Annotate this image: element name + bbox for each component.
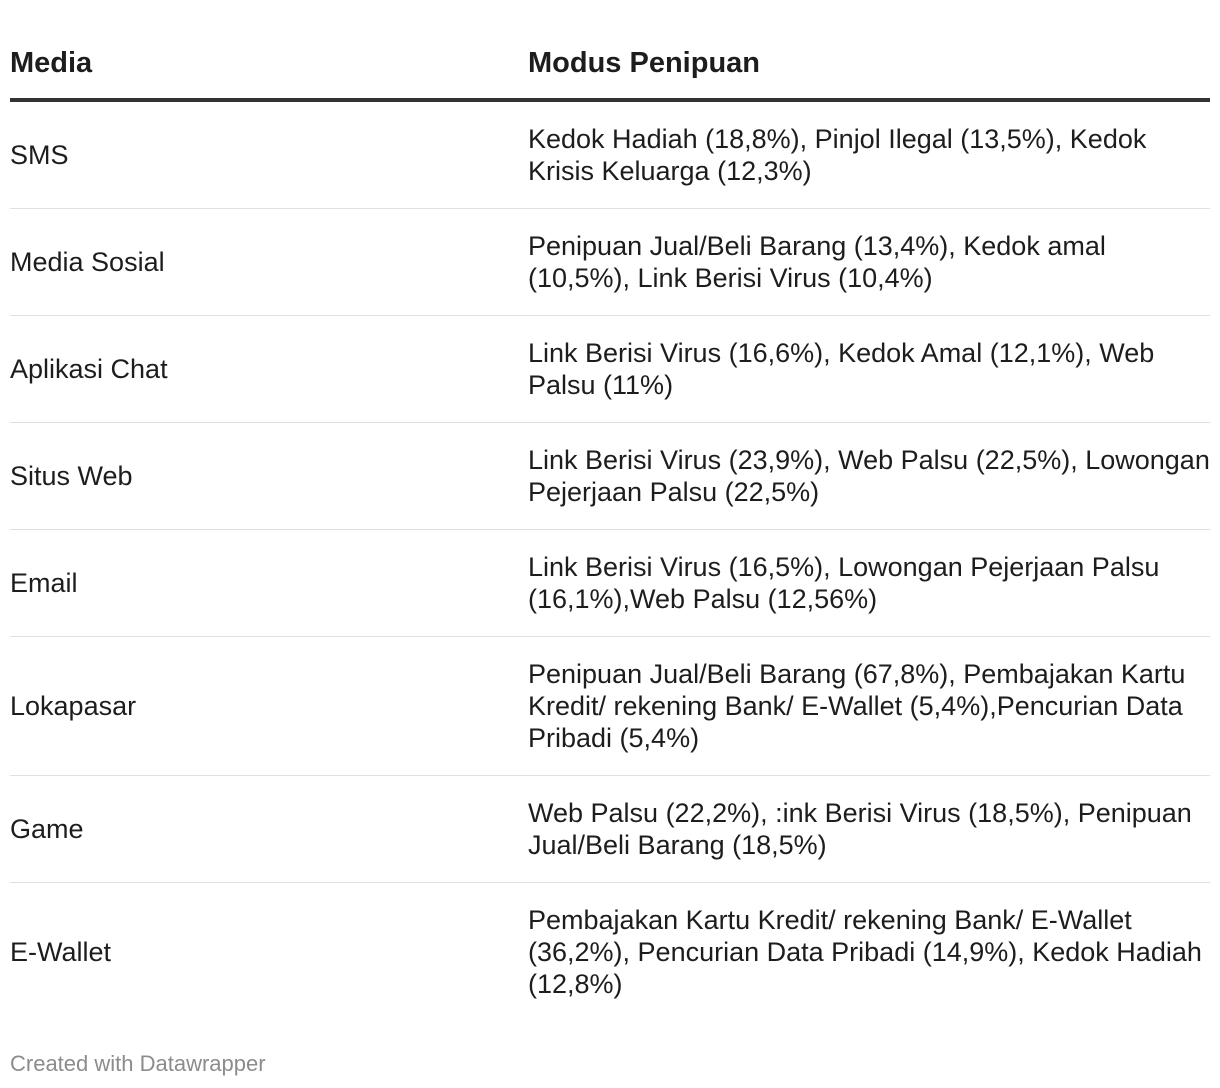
cell-media: Aplikasi Chat <box>10 316 528 423</box>
cell-media: Media Sosial <box>10 209 528 316</box>
cell-media: Lokapasar <box>10 637 528 776</box>
table-row <box>10 637 1210 776</box>
table-row <box>10 100 1210 209</box>
data-table <box>10 0 1210 1021</box>
cell-modus: Web Palsu (22,2%), :ink Berisi Virus (18,5%), Penipuan Jual/Beli Barang (18,5%) <box>528 776 1210 883</box>
cell-media: E-Wallet <box>10 937 112 967</box>
table-header <box>10 0 1210 100</box>
table-row <box>10 423 1210 530</box>
cell-media: SMS <box>10 100 528 209</box>
column-header-media[interactable]: Media <box>10 0 528 100</box>
credit-footer[interactable]: Created with Datawrapper <box>10 1051 266 1076</box>
table-row <box>10 530 1210 637</box>
header-row <box>10 0 1210 100</box>
table-container <box>10 0 1210 1021</box>
cell-media: Situs Web <box>10 423 528 530</box>
cell-media: Email <box>10 530 528 637</box>
table-row <box>10 316 1210 423</box>
cell-modus: Pembajakan Kartu Kredit/ rekening Bank/ E-Wallet (36,2%), Pencurian Data Pribadi (14,9%), Kedok Hadiah (12,8%) <box>528 905 1202 999</box>
cell-modus: Penipuan Jual/Beli Barang (13,4%), Kedok amal (10,5%), Link Berisi Virus (10,4%) <box>528 209 1210 316</box>
cell-modus: Link Berisi Virus (23,9%), Web Palsu (22,5%), Lowongan Pejerjaan Palsu (22,5%) <box>528 423 1210 530</box>
cell-media: Game <box>10 776 528 883</box>
cell-modus: Link Berisi Virus (16,5%), Lowongan Pejerjaan Palsu (16,1%),Web Palsu (12,56%) <box>528 530 1210 637</box>
column-header-modus[interactable]: Modus Penipuan <box>528 0 1210 100</box>
table-body <box>10 100 1210 1021</box>
cell-modus: Penipuan Jual/Beli Barang (67,8%), Pembajakan Kartu Kredit/ rekening Bank/ E-Wallet (5,4%),Pencurian Data Pribadi (5,4%) <box>528 637 1210 776</box>
cell-modus: Kedok Hadiah (18,8%), Pinjol Ilegal (13,5%), Kedok Krisis Keluarga (12,3%) <box>528 100 1210 209</box>
cell-modus: Link Berisi Virus (16,6%), Kedok Amal (12,1%), Web Palsu (11%) <box>528 316 1210 423</box>
table-row <box>10 883 1210 1022</box>
table-row <box>10 776 1210 883</box>
table-row <box>10 209 1210 316</box>
